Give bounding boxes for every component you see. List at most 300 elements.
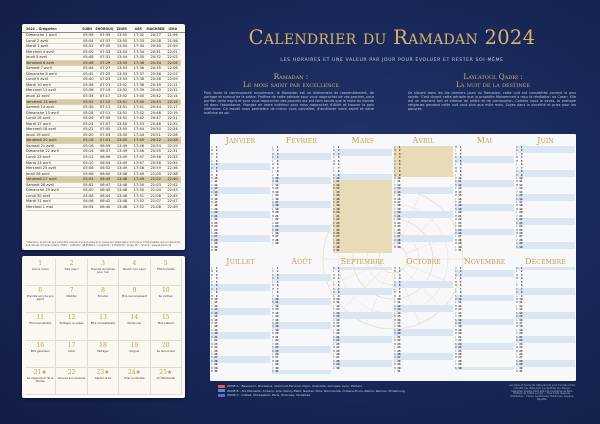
day-number: 21 (214, 335, 218, 339)
timetable-time: 20:30 (150, 44, 161, 49)
timetable-time: 05:40 (83, 77, 94, 82)
day-number: 17 (336, 322, 340, 325)
daily-value-number: 6 (38, 287, 43, 295)
weekday-letter: L (211, 363, 213, 367)
day-number: 2 (276, 270, 279, 274)
timetable-time: 13:48 (116, 171, 128, 176)
day-number: 21 (275, 214, 279, 218)
daily-value-label: Être reconnaissant (121, 294, 147, 299)
calendar-month (454, 136, 515, 254)
day-number: 22 (519, 339, 523, 343)
timetable-time: 17:36 (133, 60, 145, 65)
timetable-time: 13:51 (116, 99, 128, 104)
day-number: 23 (458, 342, 462, 346)
day-number: 27 (458, 235, 462, 239)
daily-value-item (151, 368, 182, 395)
weekday-letter: V (455, 363, 457, 367)
day-number: 20 (397, 211, 401, 215)
day-number: 7 (459, 287, 462, 291)
day-number: 11 (519, 180, 523, 184)
weekday-letter: M (394, 363, 397, 367)
ramadan-text: Pour toute la communauté musulmane, le Ramadan est un événement de rassemblement, de partage et surtout de la prière. Profitez de cette période pour vous rapprocher de vos proches, pour purifier votre esprit et pour vous rapprocher des pauvres qui ont faim tandis que le reste du monde vit dans l'abondance. Plongez en votre intérieur pour vous rapprocher d'Allah et trouver la paix intérieure. Ce travail vous permettra de mieux vous connaître, d'améliorer votre esprit et votre maîtrise de soi. (204, 91, 374, 116)
day-number: 30 (519, 366, 523, 370)
weekday-letter: L (394, 287, 396, 291)
timetable-time: 04:58 (83, 193, 94, 198)
weekday-letter: M (211, 318, 214, 322)
weekday-letter: D (272, 349, 274, 353)
timetable-time: 22:12 (167, 88, 178, 93)
weekday-letter: J (394, 370, 395, 374)
day-number: 15 (214, 315, 218, 319)
weekday-letter: L (272, 328, 274, 332)
timetable-date: Jeudi 26 avril (26, 171, 50, 176)
weekday-letter: L (333, 270, 335, 274)
timetable-time: 05:18 (83, 138, 94, 143)
month-title: Octobre (406, 257, 441, 266)
day-number: 8 (459, 291, 462, 295)
day-number: 6 (520, 163, 523, 167)
daily-value-item (56, 341, 87, 368)
weekday-letter: D (272, 301, 274, 305)
weekday-letter: V (394, 325, 396, 329)
timetable-time: 13:48 (116, 188, 128, 193)
timetable-time: 22:38 (167, 171, 178, 176)
day-number: 1 (459, 267, 462, 270)
day-number: 25 (519, 228, 523, 232)
day-number: 21 (214, 214, 218, 218)
daily-value-number: 25★ (159, 368, 173, 376)
weekday-letter: V (333, 332, 335, 336)
day-detail (462, 249, 514, 252)
weekday-letter: M (333, 231, 336, 235)
day-number: 14 (519, 311, 523, 315)
day-number: 23 (397, 221, 401, 225)
weekday-letter: D (516, 221, 518, 225)
weekday-letter: V (272, 149, 274, 153)
day-number: 10 (214, 176, 218, 180)
weekday-letter: M (333, 349, 336, 353)
day-number: 28 (336, 238, 340, 242)
day-number: 13 (397, 187, 401, 191)
weekday-letter: J (333, 190, 334, 194)
day-number: 13 (519, 187, 523, 191)
day-number: 9 (459, 173, 462, 177)
weekday-letter: M (272, 166, 275, 170)
weekday-letter: J (211, 349, 212, 353)
day-number: 7 (520, 287, 523, 291)
daily-value-label: Dire merci (64, 267, 79, 271)
timetable-time: 22:42 (167, 182, 178, 187)
timetable-date: Mercredi 25 avril (26, 166, 57, 171)
day-number: 3 (337, 152, 340, 156)
weekday-letter: J (333, 280, 334, 284)
weekday-letter: D (211, 238, 213, 242)
calendar-month (332, 257, 393, 375)
weekday-letter: J (455, 221, 456, 225)
timetable-date: Lundi 23 avril (26, 155, 51, 160)
timetable-time: 17:50 (133, 188, 145, 193)
weekday-letter: S (516, 194, 518, 198)
weekday-letter: V (211, 231, 213, 235)
weekday-letter: D (333, 249, 335, 253)
day-number: 1 (520, 146, 523, 149)
day-number: 6 (337, 163, 340, 167)
timetable-time: 17:39 (133, 88, 145, 93)
weekday-letter: S (333, 221, 335, 225)
day-detail (279, 242, 331, 245)
daily-value-label: Aïd Moubarak (156, 375, 176, 380)
weekday-letter: L (211, 339, 213, 343)
timetable-time: 07:35 (99, 44, 111, 49)
day-number: 2 (459, 149, 462, 153)
daily-value-label: Être compatissant (90, 321, 116, 326)
timetable-time: 07:03 (99, 132, 111, 137)
weekday-letter: V (272, 294, 274, 298)
weekday-letter: L (394, 335, 396, 339)
weekday-letter: V (333, 146, 335, 149)
weekday-letter: V (272, 342, 274, 346)
weekday-letter: M (455, 328, 458, 332)
weekday-letter: J (394, 322, 395, 325)
timetable-date: Vendredi 20 avril (26, 138, 57, 143)
day-number: 26 (519, 352, 523, 356)
day-detail (340, 249, 392, 252)
ramadan-heading-line1: Ramadan : (273, 72, 309, 81)
day-number: 17 (336, 201, 340, 204)
day-number: 7 (520, 166, 523, 170)
day-number: 1 (398, 146, 401, 149)
daily-value-label: Lire le coran (31, 267, 49, 271)
timetable-date: Samedi 21 avril (26, 143, 55, 148)
weekday-letter: V (272, 318, 274, 322)
daily-value-label: Garder la foi (94, 375, 112, 380)
weekday-letter: D (333, 363, 335, 367)
day-number: 9 (215, 294, 218, 298)
daily-value-label: Être bienveillant (29, 321, 52, 326)
laylatoul-heading-line1: Laylatoul Qadri : (463, 72, 523, 81)
day-number: 10 (275, 176, 279, 180)
timetable-date: Mardi 24 avril (26, 160, 51, 165)
calendar-day (211, 370, 270, 373)
weekday-letter: M (211, 152, 214, 156)
weekday-letter: J (333, 352, 334, 356)
weekday-letter: V (211, 352, 213, 356)
day-number: 18 (458, 325, 462, 329)
day-number: 31 (397, 370, 401, 374)
timetable-time: 22:09 (167, 77, 178, 82)
weekday-letter: J (516, 352, 517, 356)
weekday-letter: D (394, 214, 396, 218)
timetable-time: 05:42 (83, 71, 94, 76)
daily-value-label: Partager un repas (59, 321, 84, 326)
day-number: 6 (398, 284, 401, 288)
timetable-time: 04:54 (83, 204, 94, 209)
weekday-letter: L (516, 176, 518, 180)
day-number: 11 (214, 180, 218, 184)
day-number: 16 (458, 318, 462, 322)
day-number: 21 (458, 214, 462, 218)
daily-value-number: 17 (67, 341, 76, 349)
daily-value-label: Être patient (157, 321, 174, 326)
timetable-time: 22:43 (167, 188, 178, 193)
day-number: 2 (215, 149, 218, 153)
weekday-letter: V (272, 221, 274, 225)
timetable-time: 05:28 (83, 110, 94, 115)
timetable-time: 07:17 (99, 94, 111, 99)
timetable-time: 17:40 (133, 99, 145, 104)
timetable-time: 17:38 (133, 77, 145, 82)
weekday-letter: M (272, 214, 275, 218)
weekday-letter: M (211, 173, 214, 177)
weekday-letter: M (333, 235, 336, 239)
weekday-letter: L (455, 211, 457, 215)
day-number: 22 (397, 218, 401, 222)
timetable-time: 17:32 (133, 33, 145, 37)
weekday-letter: D (516, 267, 518, 270)
day-number: 18 (214, 325, 218, 329)
weekday-letter: J (211, 156, 212, 160)
timetable-time: 07:11 (99, 110, 111, 115)
day-number: 5 (337, 159, 340, 163)
weekday-letter: S (333, 359, 335, 363)
weekday-letter: S (394, 187, 396, 191)
day-number: 28 (397, 238, 401, 242)
weekday-letter: J (394, 273, 395, 277)
weekday-letter: L (455, 235, 457, 239)
weekday-letter: D (211, 335, 213, 339)
day-number: 4 (459, 156, 462, 160)
day-number: 18 (275, 204, 279, 208)
weekday-letter: L (333, 294, 335, 298)
day-number: 8 (459, 170, 462, 174)
day-number: 31 (336, 249, 340, 253)
weekday-letter: L (394, 311, 396, 315)
day-number: 17 (519, 201, 523, 204)
daily-value-number: 3 (101, 260, 105, 267)
zone-label: ZONE B : Aix-Marseille, Amiens, Lille, Nancy-Metz, Nantes, Nice, Normandie, Orléans-Tours, Reims, Rennes, Strasbourg (227, 388, 405, 393)
timetable-time: 22:21 (167, 116, 178, 121)
weekday-letter: L (211, 170, 213, 174)
weekday-letter: D (272, 228, 274, 232)
weekday-letter: J (455, 149, 456, 153)
day-number: 21 (336, 214, 340, 218)
timetable-time: 20:50 (150, 127, 161, 132)
day-number: 18 (214, 204, 218, 208)
day-number: 5 (459, 280, 462, 284)
day-number: 22 (336, 339, 340, 343)
timetable-time: 20:34 (150, 60, 161, 65)
timetable-time: 05:12 (83, 155, 94, 160)
timetable-time: 13:53 (116, 60, 128, 65)
weekday-letter: M (333, 207, 336, 211)
day-number: 10 (519, 176, 523, 180)
timetable-header (22, 24, 185, 33)
day-number: 25 (397, 349, 401, 353)
timetable-time: 20:59 (150, 166, 161, 171)
weekday-letter: D (516, 197, 518, 201)
timetable-time: 06:52 (99, 166, 111, 171)
timetable-time: 07:39 (99, 33, 111, 37)
weekday-letter: D (455, 297, 457, 301)
weekday-letter: J (333, 238, 334, 242)
weekday-letter: J (516, 235, 517, 239)
timetable-time: 13:50 (116, 138, 128, 143)
timetable-time: 22:45 (167, 193, 178, 198)
day-number: 13 (214, 308, 218, 312)
weekday-letter: L (272, 207, 274, 211)
weekday-letter: S (272, 322, 274, 325)
weekday-letter: J (516, 328, 517, 332)
day-number: 7 (398, 287, 401, 291)
weekday-letter: D (455, 207, 457, 211)
timetable-column-header: SUBH (82, 27, 93, 31)
day-detail (523, 246, 575, 249)
weekday-letter: M (394, 339, 397, 343)
weekday-letter: M (211, 270, 214, 274)
timetable-time: 06:59 (99, 143, 111, 148)
timetable-date: Dimanche 1 avril (26, 33, 57, 37)
timetable-time: 13:55 (116, 38, 128, 43)
timetable-time: 22:24 (167, 127, 178, 132)
month-title: Juin (537, 136, 554, 145)
day-number: 13 (336, 187, 340, 191)
day-number: 24 (397, 346, 401, 350)
day-number: 18 (336, 325, 340, 329)
day-number: 6 (215, 163, 218, 167)
day-number: 18 (519, 325, 523, 329)
day-number: 25 (519, 349, 523, 353)
timetable-time: 05:20 (83, 132, 94, 137)
timetable-time: 05:54 (83, 38, 94, 43)
weekday-letter: D (516, 245, 518, 249)
weekday-letter: V (394, 231, 396, 235)
day-number: 19 (519, 328, 523, 332)
timetable-date: Vendredi 27 avril (26, 177, 57, 182)
weekday-letter: S (455, 366, 457, 370)
day-number: 6 (276, 284, 279, 288)
weekday-letter: M (516, 273, 519, 277)
day-number: 20 (275, 332, 279, 336)
day-number: 31 (458, 249, 462, 253)
daily-values-grid (22, 256, 185, 398)
weekday-letter: D (211, 311, 213, 315)
page-subtitle: LES HORAIRES ET UNE VALEUR PAR JOUR POUR ÉVOLUER ET RESTER SOI-MÊME (280, 58, 504, 63)
weekday-letter: L (455, 349, 457, 353)
day-number: 15 (519, 194, 523, 198)
weekday-letter: V (333, 242, 335, 246)
day-number: 10 (458, 176, 462, 180)
day-number: 25 (275, 228, 279, 232)
weekday-letter: M (272, 335, 275, 339)
day-number: 4 (276, 156, 279, 160)
weekday-letter: L (272, 280, 274, 284)
day-number: 24 (336, 225, 340, 229)
weekday-letter: S (272, 370, 274, 374)
day-number: 27 (519, 235, 523, 239)
timetable-time: 21:00 (150, 171, 161, 176)
laylatoul-heading-line2: La nuit de la destinée (455, 80, 531, 89)
day-number: 29 (458, 242, 462, 246)
timetable-time: 20:35 (150, 66, 161, 71)
day-number: 16 (397, 197, 401, 201)
timetable-time: 13:53 (116, 66, 128, 71)
day-number: 9 (276, 294, 279, 298)
timetable-time: 07:33 (99, 49, 111, 54)
timetable-time: 05:30 (83, 105, 94, 110)
weekday-letter: M (394, 366, 397, 370)
weekday-letter: J (455, 197, 456, 201)
weekday-letter: V (211, 328, 213, 332)
day-number: 30 (519, 245, 523, 249)
day-number: 6 (215, 284, 218, 288)
timetable-time: 07:21 (99, 82, 111, 87)
day-number: 26 (214, 231, 218, 235)
day-number: 20 (336, 211, 340, 215)
weekday-letter: M (211, 297, 214, 301)
weekday-letter: V (333, 218, 335, 222)
calendar-month (393, 136, 454, 254)
weekday-letter: J (272, 194, 273, 198)
weekday-letter: M (455, 352, 458, 356)
weekday-letter: M (272, 311, 275, 315)
day-number: 26 (214, 352, 218, 356)
weekday-letter: M (394, 197, 397, 201)
day-number: 3 (276, 152, 279, 156)
daily-value-number: 4 (132, 260, 137, 267)
timetable-time: 17:51 (133, 193, 145, 198)
timetable-time: 20:58 (150, 160, 161, 165)
daily-value-number: 12 (67, 314, 76, 322)
day-number: 30 (214, 366, 218, 370)
weekday-letter: S (333, 149, 335, 153)
timetable-time: 07:05 (99, 127, 111, 132)
day-number: 27 (214, 356, 218, 360)
day-number: 9 (276, 173, 279, 177)
timetable-time: 05:34 (83, 94, 94, 99)
weekday-letter: L (333, 342, 335, 346)
timetable-time: 05:44 (83, 66, 94, 71)
weekday-letter: D (333, 339, 335, 343)
weekday-letter: S (211, 163, 213, 167)
weekday-letter: S (211, 356, 213, 360)
weekday-letter: L (211, 146, 213, 149)
day-number: 5 (276, 280, 279, 284)
timetable-time: 22:33 (167, 155, 178, 160)
day-number: 11 (275, 301, 279, 305)
timetable-time: 06:49 (99, 177, 111, 182)
weekday-letter: S (211, 187, 213, 191)
day-number: 23 (336, 221, 340, 225)
day-number: 24 (214, 346, 218, 350)
day-number: 18 (458, 204, 462, 208)
daily-value-number: 16 (36, 341, 45, 349)
daily-value-number: 21★ (33, 368, 47, 376)
weekday-letter: V (211, 304, 213, 308)
day-number: 29 (275, 242, 279, 246)
weekday-letter: L (516, 342, 518, 346)
day-number: 22 (214, 339, 218, 343)
weekday-letter: S (455, 156, 457, 160)
day-number: 27 (458, 356, 462, 360)
timetable-time: 13:48 (116, 193, 128, 198)
weekday-letter: J (211, 325, 212, 329)
timetable-time: 22:26 (167, 132, 178, 137)
weekday-letter: L (455, 301, 457, 305)
month-title: Mai (476, 136, 493, 145)
day-number: 10 (458, 297, 462, 301)
day-number: 1 (520, 267, 523, 270)
day-number: 23 (397, 342, 401, 346)
